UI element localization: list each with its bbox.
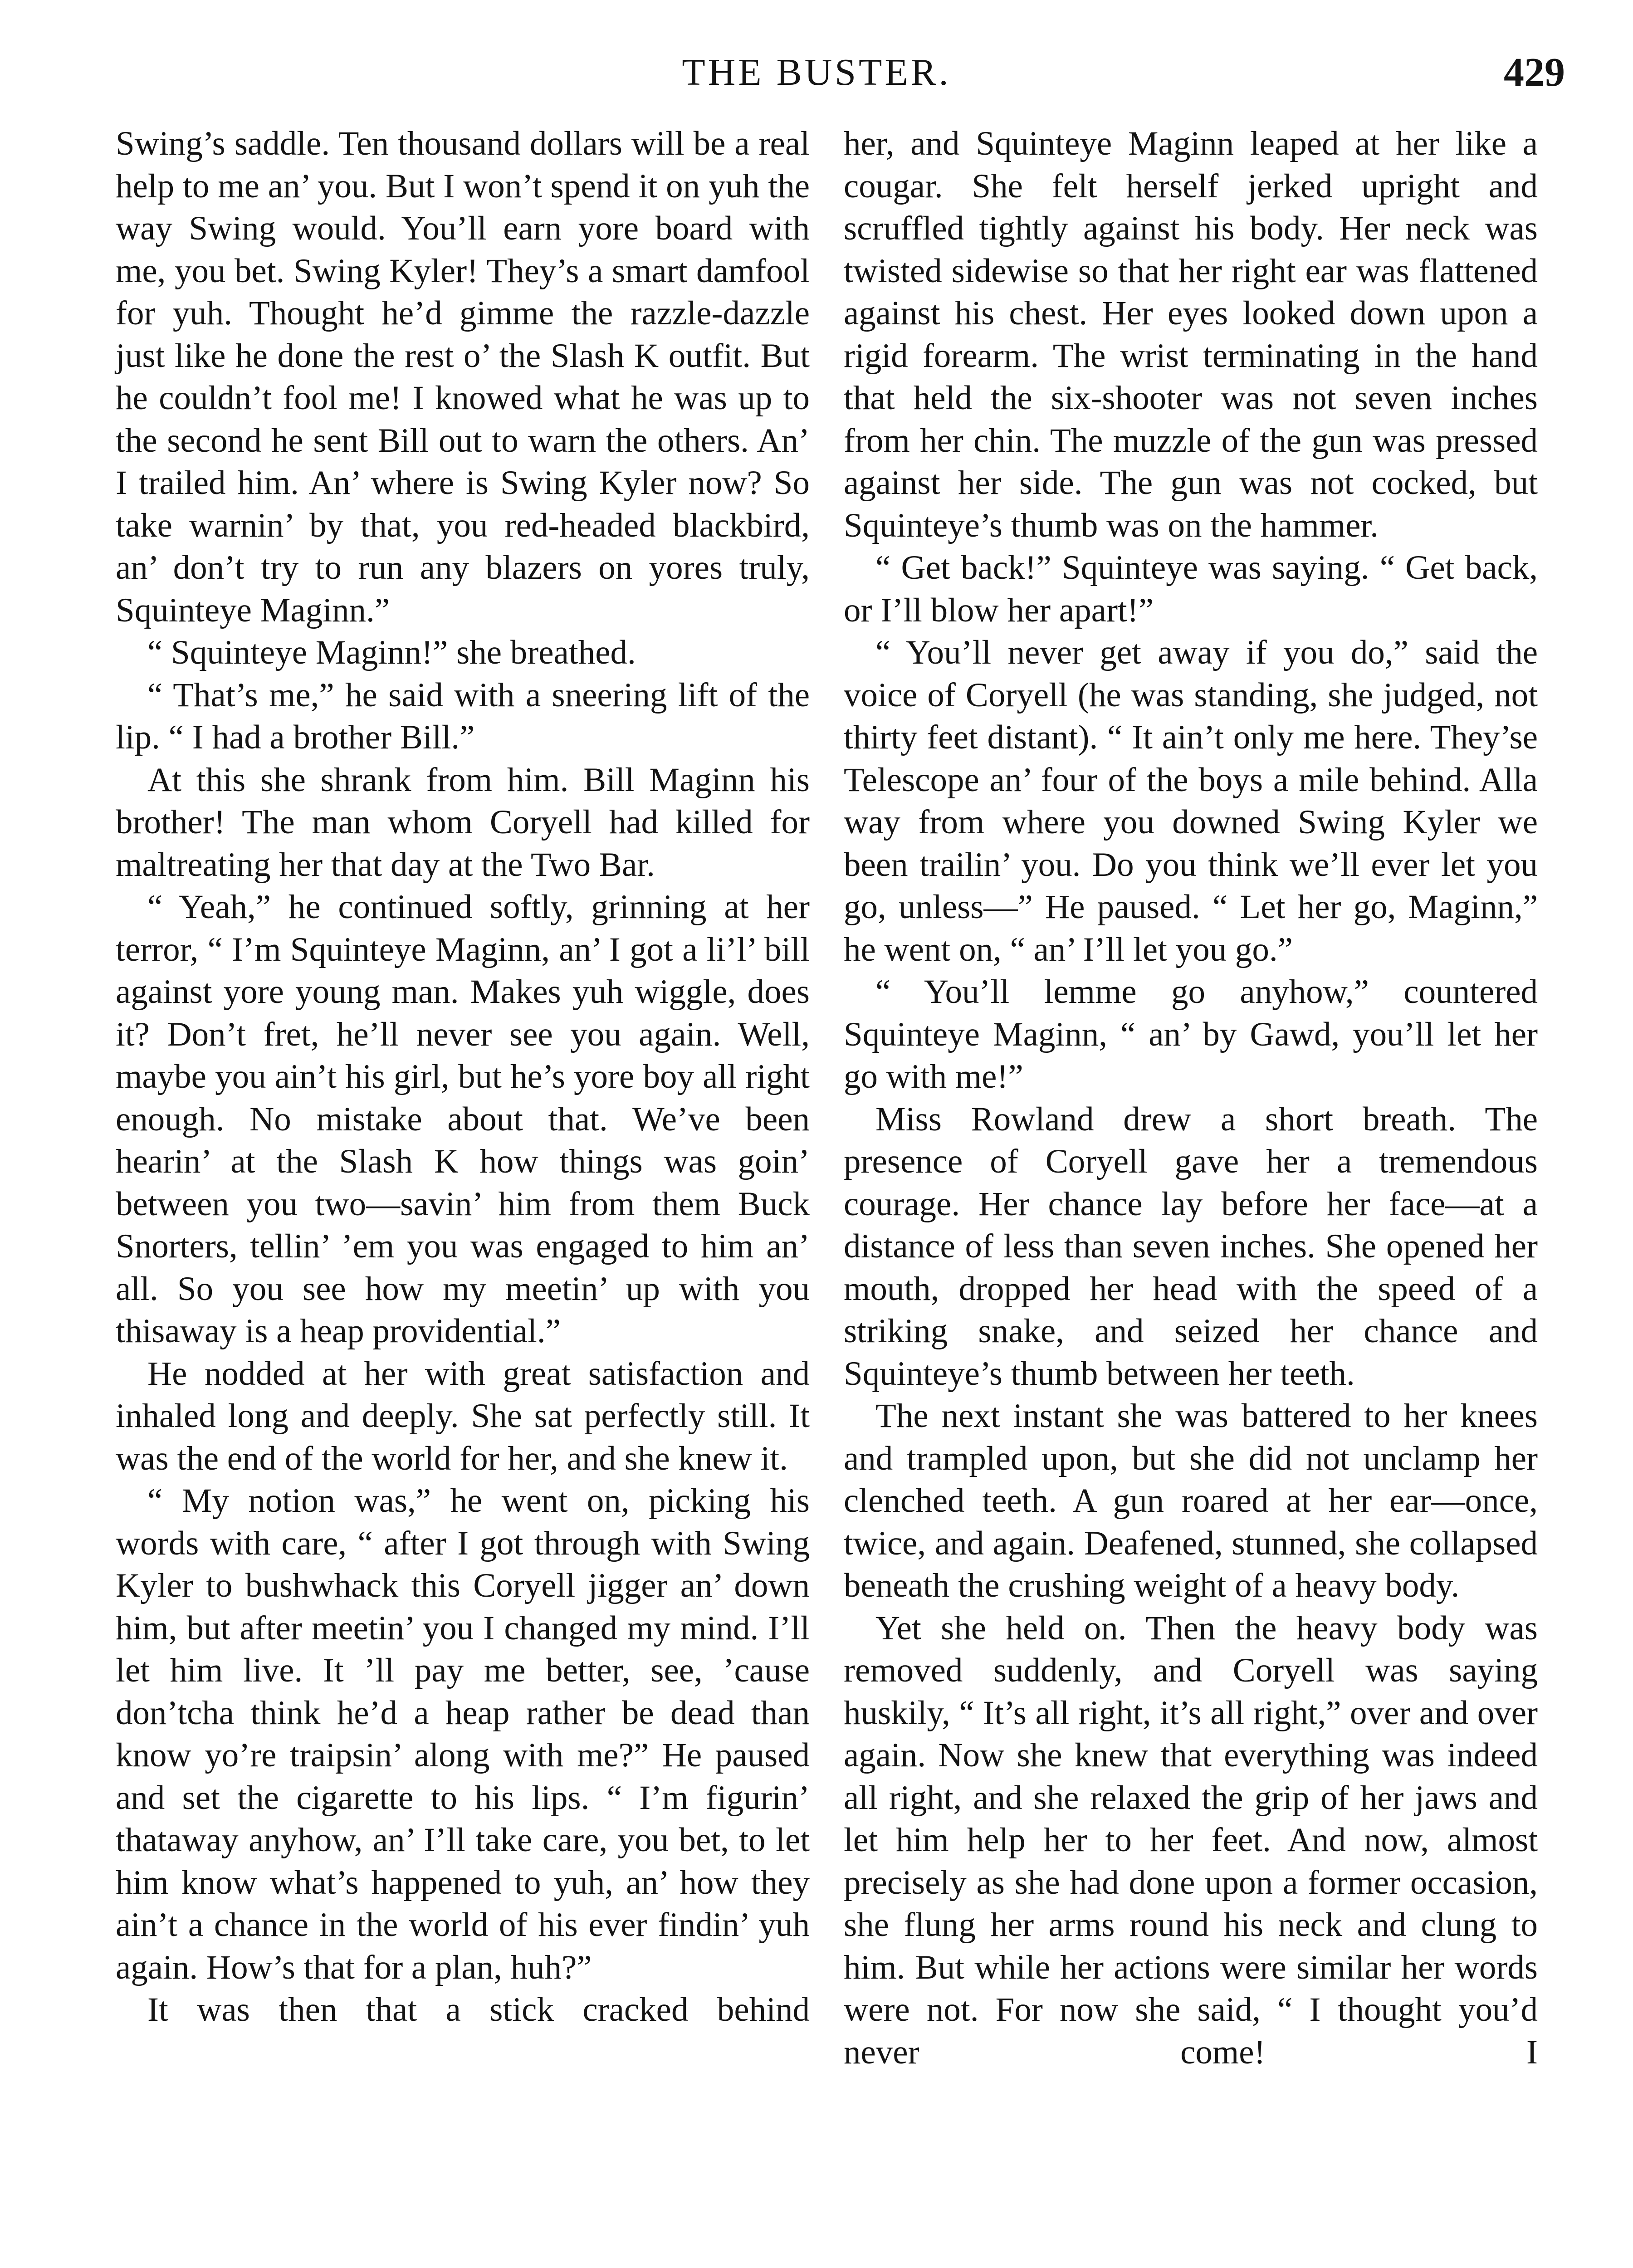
paragraph: The next instant she was battered to her knees and trampled upon, but she did not unclamp her clenched teeth. A gun roared at her ear—once, twice, and again. Deafened, stunned, she collapsed beneath the crushing weight of a heavy body. <box>844 1397 1538 1604</box>
paragraph: “ You’ll lemme go anyhow,” countered Squinteye Maginn, “ an’ by Gawd, you’ll let her go with me!” <box>844 973 1538 1095</box>
paragraph: Swing’s saddle. Ten thousand dollars will be a real help to me an’ you. But I won’t spend it on yuh the way Swing would. You’ll earn yore board with me, you bet. Swing Kyler! They’s a smart damfool for yuh. Thought he’d gimme the razzle-dazzle just like he done the rest o’ the Slash K outfit. But he couldn’t fool me! I knowed what he was up to the second he sent Bill out to warn the others. An’ I trailed him. An’ where is Swing Kyler now? So take warnin’ by that, you red-headed blackbird, an’ don’t try to run any blazers on yores truly, Squinteye Maginn.” <box>116 125 810 629</box>
paragraph: At this she shrank from him. Bill Maginn his brother! The man whom Coryell had killed for maltreating her that day at the Two Bar. <box>116 761 810 884</box>
paragraph: “ My notion was,” he went on, picking his words with care, “ after I got through with Swing Kyler to bushwhack this Coryell jigger an’ down him, but after meetin’ you I changed my mind. I’ll let him live. It ’ll pay me better, see, ’cause don’tcha think he’d a heap rather be dead than know yo’re traipsin’ along with me?” He paused and set the cigarette to his lips. “ I’m figurin’ thataway anyhow, an’ I’ll take care, you bet, to let him know what’s happened to yuh, an’ how they ain’t a chance in the world of his ever findin’ yuh again. How’s that for a plan, huh?” <box>116 1482 810 1986</box>
paragraph: Yet she held on. Then the heavy body was removed suddenly, and Coryell was saying huskily, “ It’s all right, it’s all right,” over and over again. Now she knew that everything was indeed all right, and she relaxed the grip of her jaws and let him help her to her feet. And now, almost precisely as she had done upon a former occasion, she flung her arms round his neck and clung to him. But while her actions were similar her words were not. For now she said, “ I thought you’d never come! I <box>844 1609 1538 2071</box>
paragraph: “ Yeah,” he continued softly, grinning at her terror, “ I’m Squinteye Maginn, an’ I got a li’l’ bill against yore young man. Makes yuh wiggle, does it? Don’t fret, he’ll never see you again. Well, maybe you ain’t his girl, but he’s yore boy all right enough. No mistake about that. We’ve been hearin’ at the Slash K how things was goin’ between you two—savin’ him from them Buck Snorters, tellin’ ’em you was engaged to him an’ all. So you see how my meetin’ up with you thisaway is a heap providential.” <box>116 888 810 1350</box>
paragraph: “ Get back!” Squinteye was saying. “ Get back, or I’ll blow her apart!” <box>844 549 1538 629</box>
page-number: 429 <box>1504 50 1565 95</box>
left-column <box>116 122 810 2031</box>
paragraph: He nodded at her with great satisfaction and inhaled long and deeply. She sat perfectly still. It was the end of the world for her, and she knew it. <box>116 1354 810 1477</box>
paragraph: “ You’ll never get away if you do,” said the voice of Coryell (he was standing, she judged, not thirty feet distant). “ It ain’t only me here. They’se Telescope an’ four of the boys a mile behind. Alla way from where you downed Swing Kyler we been trailin’ you. Do you think we’ll ever let you go, unless—” He paused. “ Let her go, Maginn,” he went on, “ an’ I’ll let you go.” <box>844 634 1538 968</box>
running-title: THE BUSTER. <box>682 51 951 93</box>
paragraph: “ Squinteye Maginn!” she breathed. <box>147 634 636 671</box>
running-header <box>0 45 1633 100</box>
paragraph: Miss Rowland drew a short breath. The presence of Coryell gave her a tremendous courage. Her chance lay before her face—at a distance of less than seven inches. She opened her mouth, dropped her head with the speed of a striking snake, and seized her chance and Squinteye’s thumb between her teeth. <box>844 1100 1538 1393</box>
right-column <box>844 122 1538 2073</box>
paragraph: her, and Squinteye Maginn leaped at her like a cougar. She felt herself jerked upright and scruffled tightly against his body. Her neck was twisted sidewise so that her right ear was flattened against his chest. Her eyes looked down upon a rigid forearm. The wrist terminating in the hand that held the six-shooter was not seven inches from her chin. The muzzle of the gun was pressed against her side. The gun was not cocked, but Squinteye’s thumb was on the hammer. <box>844 125 1538 544</box>
paragraph: It was then that a stick cracked behind <box>147 1991 810 2028</box>
paragraph: “ That’s me,” he said with a sneering lift of the lip. “ I had a brother Bill.” <box>116 676 810 756</box>
